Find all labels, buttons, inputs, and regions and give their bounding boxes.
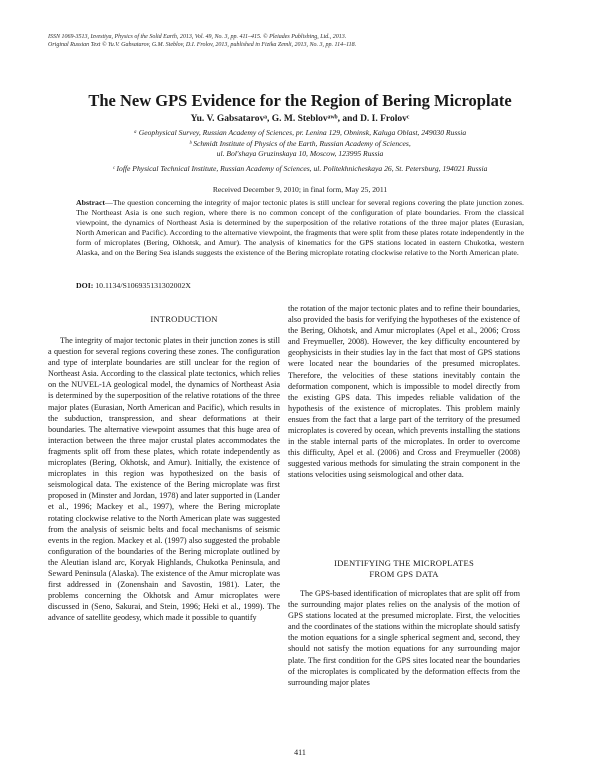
paragraph-intro-1: The integrity of major tectonic plates in their junction zones is still a question for several regions covering these zones. The configuration and type of interplate boundaries are still unclear for the region of Northeast Asia. According to the classical plate tectonics, which relies on the NUVEL-1A geological model, the dynamics of Northeast Asia is determined by the superposition of the relative rotations of the three major plates (Eurasian, North American and Pacific), which results in the subduction, transpression, and shear deformations at their boundaries. The alternative viewpoint assumes that this huge area of interaction between the three major crustal plates accommodates the fragments split off from these plates, which rotate independently as microplates (Bering, Okhotsk, and Amur). Initially, the existence of microplates in this region was hypothesized on the basis of seismological data. The existence of the Bering microplate was first proposed in (Minster and Jordan, 1978) and later supported in (Lander et al., 1996; Mackey et al., 1997), where the Bering microplate rotating clockwise relative to the North American plate was suggested from the analysis of seismic belts and focal mechanisms of seismic events in the region. Mackey et al. (1997) also suggested the probable configuration of the boundaries of the Bering microplate outlined by the Aleutian island arc, Koryak Highlands, Chukotka Peninsula, and Seward Peninsula (Alaska). The existence of the Amur microplate was first addressed in (Zonenshain and Savostin, 1981). Later, the problems concerning the Okhotsk and Amur microplates were discussed in (Seno, Sakurai, and Stein, 1996; Heki et al., 1999). The advance of satellite geodesy, which made it possible to quantify xyxy=(48,336,280,623)
left-column xyxy=(48,335,280,623)
header-line-1: ISSN 1069-3513, Izvestiya, Physics of the Solid Earth, 2013, Vol. 49, No. 3, pp. 411–415. © Pleiades Publishing, Ltd., 2013. xyxy=(48,34,347,40)
abstract-label: Abstract xyxy=(76,198,106,207)
right-column-upper xyxy=(288,303,520,481)
doi xyxy=(76,281,191,290)
paragraph-identifying-1: The GPS-based identification of microplates that are split off from the surrounding major plates relies on the analysis of the motion of GPS stations located at the presumed microplate. First, the velocities and the coordinates of the stations within the microplate should satisfy the motion equations for a single spherical segment and, second, they should not satisfy the motion equations for any surrounding major plate. The first condition for the GPS sites located near the boundaries of the microplates is complicated by the deformation effects from the surrounding major plates xyxy=(288,589,520,687)
section-heading-introduction: INTRODUCTION xyxy=(150,314,218,324)
abstract-text: —The question concerning the integrity of major tectonic plates is still unclear for several regions covering the plate junction zones. The Northeast Asia is one such region, where there is no common concept of the configuration of plate boundaries. From the classical viewpoint, the dynamics of Northeast Asia is determined by the superposition of the relative rotations of the three major plates (Eurasian, North American and Pacific). According to the alternative viewpoint, the fragments that were split from these plates rotate independently in the form of microplates (Bering, Okhotsk, and Amur). The analysis of kinematics for the GPS stations located in eastern Chukotka, western Alaska, and on the Bering Sea islands suggests the existence of the Bering microplate rotating clockwise relative to the North American plate. xyxy=(76,198,524,258)
affiliation-c: ᶜ Ioffe Physical Technical Institute, Russian Academy of Sciences, ul. Politekhnicheskaya 26, St. Petersburg, 194021 Russia xyxy=(112,164,488,173)
paper-title: The New GPS Evidence for the Region of Bering Microplate xyxy=(88,91,512,110)
doi-label: DOI: xyxy=(76,281,94,290)
doi-value: 10.1134/S106935131302002X xyxy=(95,281,191,290)
affiliation-b-line1: ᵇ Schmidt Institute of Physics of the Earth, Russian Academy of Sciences, xyxy=(189,139,411,148)
paragraph-intro-continued: the rotation of the major tectonic plates and to refine their boundaries, also provided the basis for verifying the hypotheses of the existence of the Bering, Okhotsk, and Amur microplates (Apel et al., 2006; Cross and Freymueller, 2008). However, the key difficulty encountered by geophysicists in their studies lay in the fact that most of GPS stations were located near the boundaries of the presumed microplates. Therefore, the velocities of these stations inevitably contain the deformation component, which is impossible to model directly from the existing GPS data. This impedes reliable validation of the hypothesis of the existence of microplates. This problem mainly ensues from the fact that a large part of the territory of the presumed microplates is covered by ocean, which prevents installing the stations in the stable internal parts of the microplates. In order to overcome this difficulty, Apel et al. (2006) and Cross and Freymueller (2008) suggested various methods for simulating the strain component in the stations velocities using seismological and other data. xyxy=(288,304,520,480)
affiliation-a: ᵃ Geophysical Survey, Russian Academy of Sciences, pr. Lenina 129, Obninsk, Kaluga Oblast, 249030 Russia xyxy=(133,128,467,137)
header-line-2: Original Russian Text © Yu.V. Gabsatarov, G.M. Steblov, D.I. Frolov, 2013, published in Fizika Zemli, 2013, No. 3, pp. 114–118. xyxy=(48,42,357,48)
received-dates: Received December 9, 2010; in final form, May 25, 2011 xyxy=(212,185,388,194)
page-number: 411 xyxy=(294,748,306,757)
author-list: Yu. V. Gabsatarovᵃ, G. M. Steblovᵃʷᵇ, and D. I. Frolovᶜ xyxy=(190,114,410,124)
section-heading-identifying-line1: IDENTIFYING THE MICROPLATES xyxy=(334,558,474,568)
right-column-lower xyxy=(288,588,520,688)
abstract xyxy=(76,198,524,259)
section-heading-identifying-line2: FROM GPS DATA xyxy=(369,569,439,579)
affiliation-b-line2: ul. Bol'shaya Gruzinskaya 10, Moscow, 123995 Russia xyxy=(216,149,384,158)
journal-header xyxy=(48,33,356,49)
